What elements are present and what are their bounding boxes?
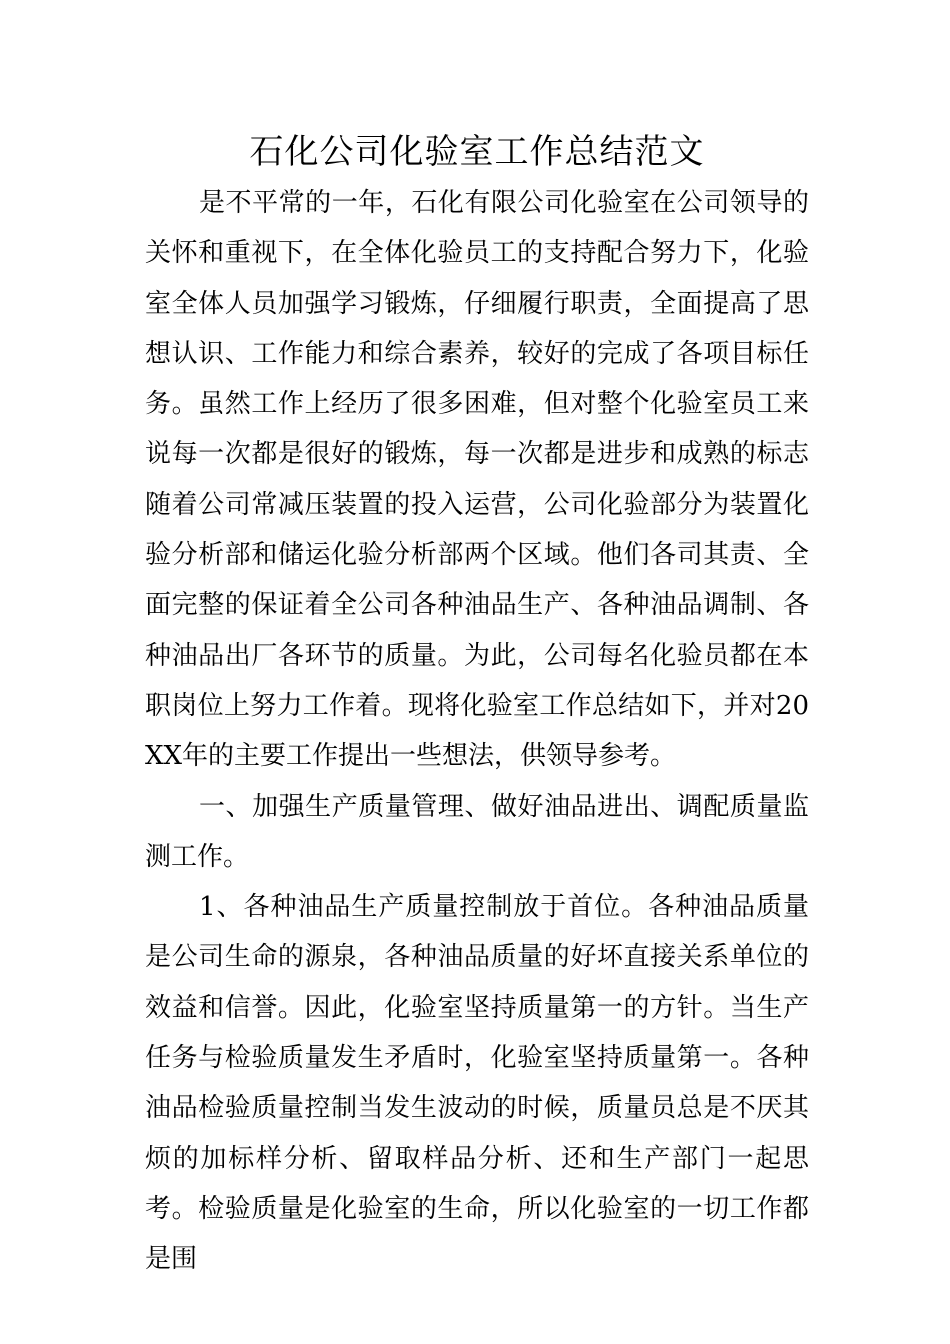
paragraph-intro: 是不平常的一年，石化有限公司化验室在公司领导的关怀和重视下，在全体化验员工的支持配合努力下，化验室全体人员加强学习锻炼，仔细履行职责，全面提高了思想认识、工作能力和综合素养，较好的完成了各项目标任务。虽然工作上经历了很多困难，但对整个化验室员工来说每一次都是很好的锻炼，每一次都是进步和成熟的标志随着公司常减压装置的投入运营，公司化验部分为装置化验分析部和储运化验分析部两个区域。他们各司其责、全面完整的保证着全公司各种油品生产、各种油品调制、各种油品出厂各环节的质量。为此，公司每名化验员都在本职岗位上努力工作着。现将化验室工作总结如下，并对20XX年的主要工作提出一些想法，供领导参考。 [145,188,809,772]
paragraph-section-heading: 一、加强生产质量管理、做好油品进出、调配质量监测工作。 [145,791,809,872]
document-title: 石化公司化验室工作总结范文 [249,132,705,172]
paragraph-item-1: 1、各种油品生产质量控制放于首位。各种油品质量是公司生命的源泉，各种油品质量的好坏直接关系单位的效益和信誉。因此，化验室坚持质量第一的方针。当生产任务与检验质量发生矛盾时，化验室坚持质量第一。各种油品检验质量控制当发生波动的时候，质量员总是不厌其烦的加标样分析、留取样品分析、还和生产部门一起思考。检验质量是化验室的生命，所以化验室的一切工作都是围 [145,892,809,1275]
document-page [145,128,809,1285]
